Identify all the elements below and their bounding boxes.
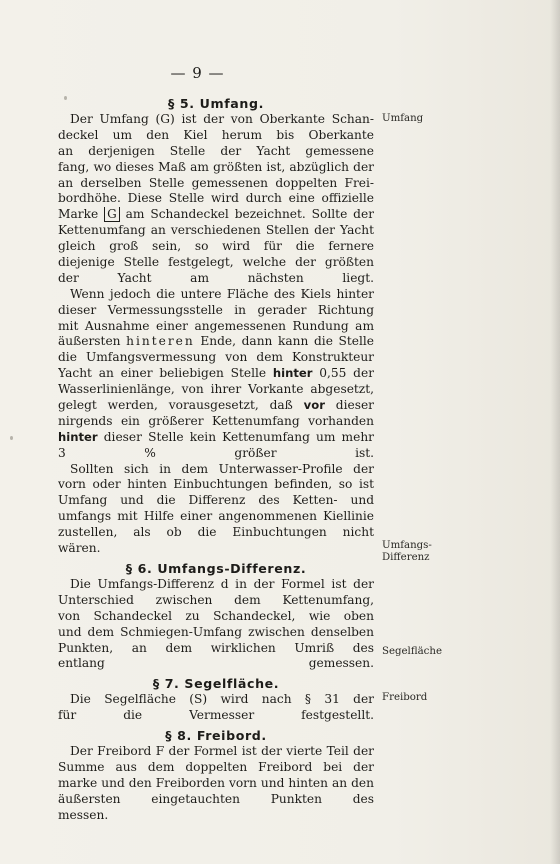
text-fragment: gelegt werden, vorausgesetzt, daß [58,398,293,413]
text-line: fang, wo dieses Maß am größten ist, abzüglich der [58,159,374,174]
text-line: und dem Schmiegen-Umfang zwischen denselben [58,624,374,639]
text-line: messen. [58,807,109,822]
text-line: Kettenumfang an verschiedenen Stellen der Yacht [58,223,374,238]
text-line [58,366,374,382]
text-line: 3 % größer ist. [58,445,374,460]
text-line: der Yacht am nächsten liegt. [58,270,374,285]
margin-note-freibord: Freibord [382,692,428,703]
text-line: vorn oder hinten Einbuchtungen befinden, so ist [58,477,374,492]
text-line: gleich groß sein, so wird für die fernere [58,239,374,254]
section-heading-8: § 8. Freibord. [165,728,267,744]
text-fragment: Ende, dann kann die Stelle [200,334,374,349]
page-edge-shadow [550,0,560,864]
text-line: entlang gemessen. [58,656,374,671]
text-line: zustellen, als ob die Einbuchtungen nicht [58,525,374,540]
mark-symbol: G [104,207,120,222]
text-column [58,92,374,824]
text-line: Sollten sich in dem Unterwasser-Profile der [70,461,374,476]
paragraph [58,112,374,287]
text-line: an derselben Stelle gemessenen doppelten Frei- [58,175,374,190]
text-line: dieser Vermessungsstelle in gerader Richtung [58,302,374,317]
margin-note-line: Umfangs- [382,540,432,551]
text-line: diejenige Stelle festgelegt, welche der größten [58,255,374,270]
paragraph [58,462,374,557]
text-line: umfangs mit Hilfe einer angenommenen Kiellinie [58,509,374,524]
bold-text: hinter [58,429,98,444]
text-line: Wasserlinienlänge, von ihrer Vorkante abgesetzt, [58,382,374,397]
text-line: Umfang und die Differenz des Ketten- und [58,493,374,508]
text-line: Summe aus dem doppelten Freibord bei der [58,759,374,774]
text-line: marke und den Freiborden vorn und hinten an den [58,775,374,790]
text-line: von Schandeckel zu Schandeckel, wie oben [58,608,374,623]
section-heading-5: § 5. Umfang. [168,96,264,111]
text-line [58,207,374,223]
text-line [58,398,374,414]
bold-text: hinter [272,366,313,381]
section-heading-7: § 7. Segelfläche. [152,676,280,692]
text-fragment: 0,55 der [319,366,374,381]
emphasis-text: hinteren [126,334,195,349]
text-line: Die Umfangs-Differenz d in der Formel ist der [70,576,374,591]
section-heading-6: § 6. Umfangs-Differenz. [125,560,307,576]
text-fragment: Yacht an einer beliebigen Stelle [58,366,267,381]
text-line: äußersten eingetauchten Punkten des [58,791,374,806]
text-line: deckel um den Kiel herum bis Oberkante [58,127,374,142]
text-fragment: Marke [58,207,99,222]
text-line: Der Umfang (G) ist der von Oberkante Schan- [70,112,374,126]
text-fragment: dieser Stelle kein Kettenumfang um mehr [103,429,374,444]
text-fragment: am Schandeckel bezeichnet. Sollte der [125,207,374,222]
text-line: mit Ausnahme einer angemessenen Rundung am [58,318,374,333]
paragraph [58,692,374,724]
text-fragment: dieser [335,398,374,413]
text-fragment: äußersten [58,334,121,349]
paper-speck [10,436,13,440]
margin-note-segelflaeche: Segelfläche [382,646,442,657]
page-number: — 9 — [170,64,225,82]
text-line: die Umfangsvermessung von dem Konstrukteur [58,350,374,365]
margin-note-umfangs-differenz [382,540,454,564]
margin-note-line: Differenz [382,552,430,563]
text-line [58,334,374,350]
text-line [58,430,374,446]
margin-note-umfang: Umfang [382,113,424,124]
text-line: Punkten, an dem wirklichen Umriß des [58,640,374,655]
paragraph [58,287,374,462]
text-line: wären. [58,541,101,556]
paragraph [58,577,374,672]
bold-text: vor [303,398,325,413]
text-line: für die Vermesser festgestellt. [58,708,374,723]
text-line: Unterschied zwischen dem Kettenumfang, [58,592,374,607]
text-line: Der Freibord F der Formel ist der vierte Teil der [70,744,374,759]
paragraph [58,744,374,823]
text-line: Wenn jedoch die untere Fläche des Kiels hinter [70,286,374,301]
text-line: Die Segelfläche (S) wird nach § 31 der [70,692,374,707]
text-line: bordhöhe. Diese Stelle wird durch eine offizielle [58,191,374,206]
text-line: an derjenigen Stelle der Yacht gemessene [58,143,374,158]
text-line: nirgends ein größerer Kettenumfang vorhanden [58,413,374,428]
